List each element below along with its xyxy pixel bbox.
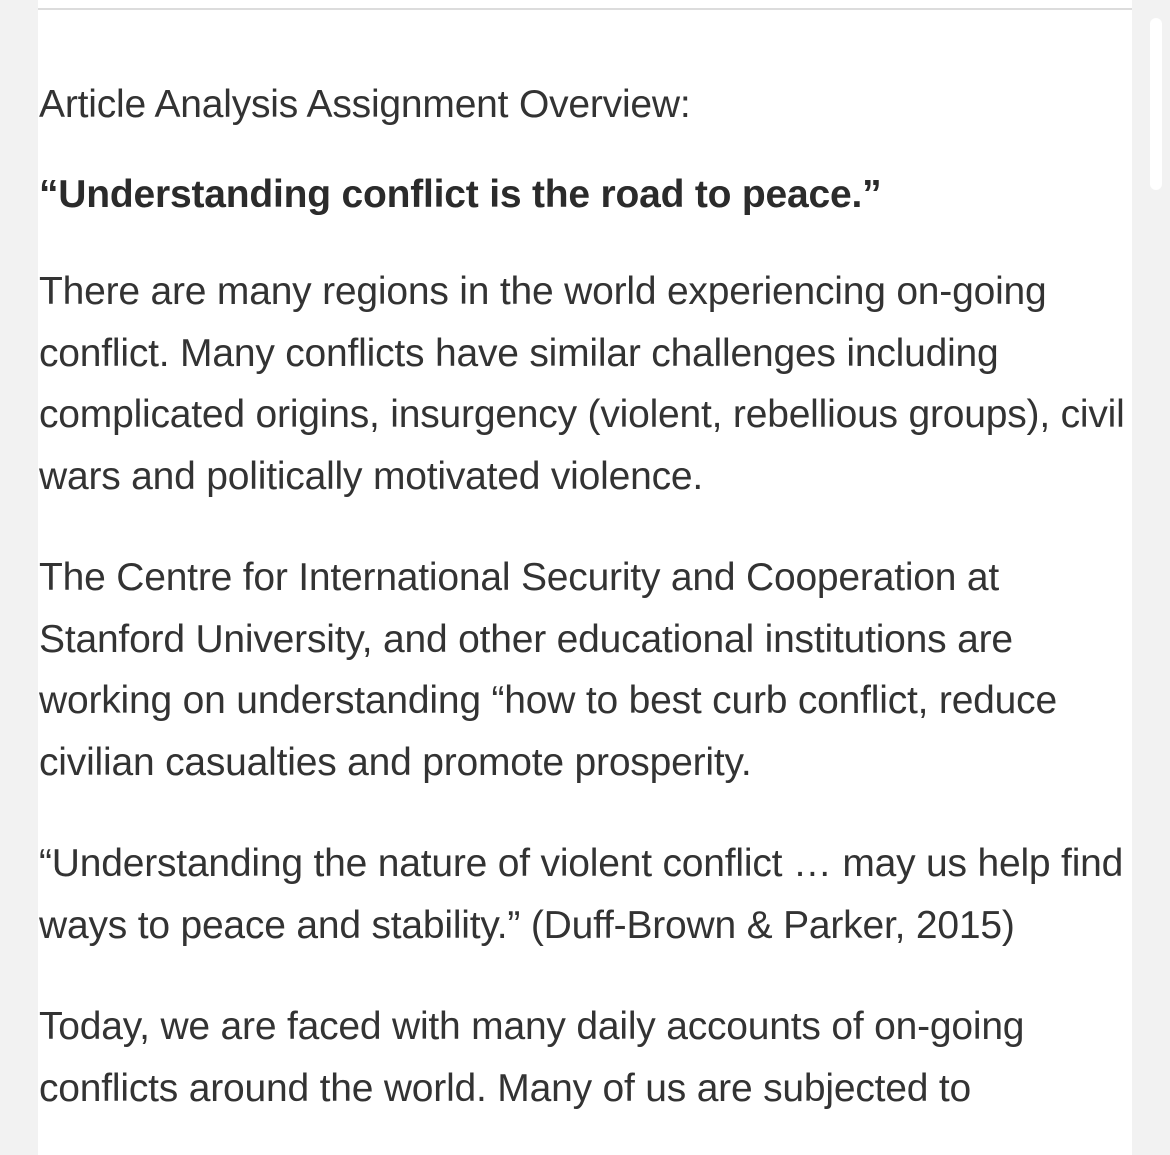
document-page [38,0,1132,1155]
paragraph-conflict-regions: There are many regions in the world experiencing on-going conflict. Many conflicts have similar challenges including complicated origins, insurgency (violent, rebellious groups), civil wars and politically motivated violence. [39,270,1125,498]
paragraph-daily-accounts: Today, we are faced with many daily accounts of on-going conflicts around the world. Many of us are subjected to [39,1005,1025,1110]
vertical-scrollbar-thumb[interactable] [1150,18,1162,190]
key-quote: “Understanding conflict is the road to peace.” [39,173,882,216]
left-margin [0,0,38,1155]
assignment-heading: Article Analysis Assignment Overview: [39,83,691,126]
paragraph-stanford-centre: The Centre for International Security and Cooperation at Stanford University, and other educational institutions are working on understanding “how to best curb conflict, reduce civilian casualties and promote prosperity. [39,556,1057,784]
paragraph-citation-quote: “Understanding the nature of violent conflict … may us help find ways to peace and stability.” (Duff-Brown & Parker, 2015) [39,842,1124,947]
page-top-divider [38,8,1132,10]
document-body [39,80,1132,1155]
